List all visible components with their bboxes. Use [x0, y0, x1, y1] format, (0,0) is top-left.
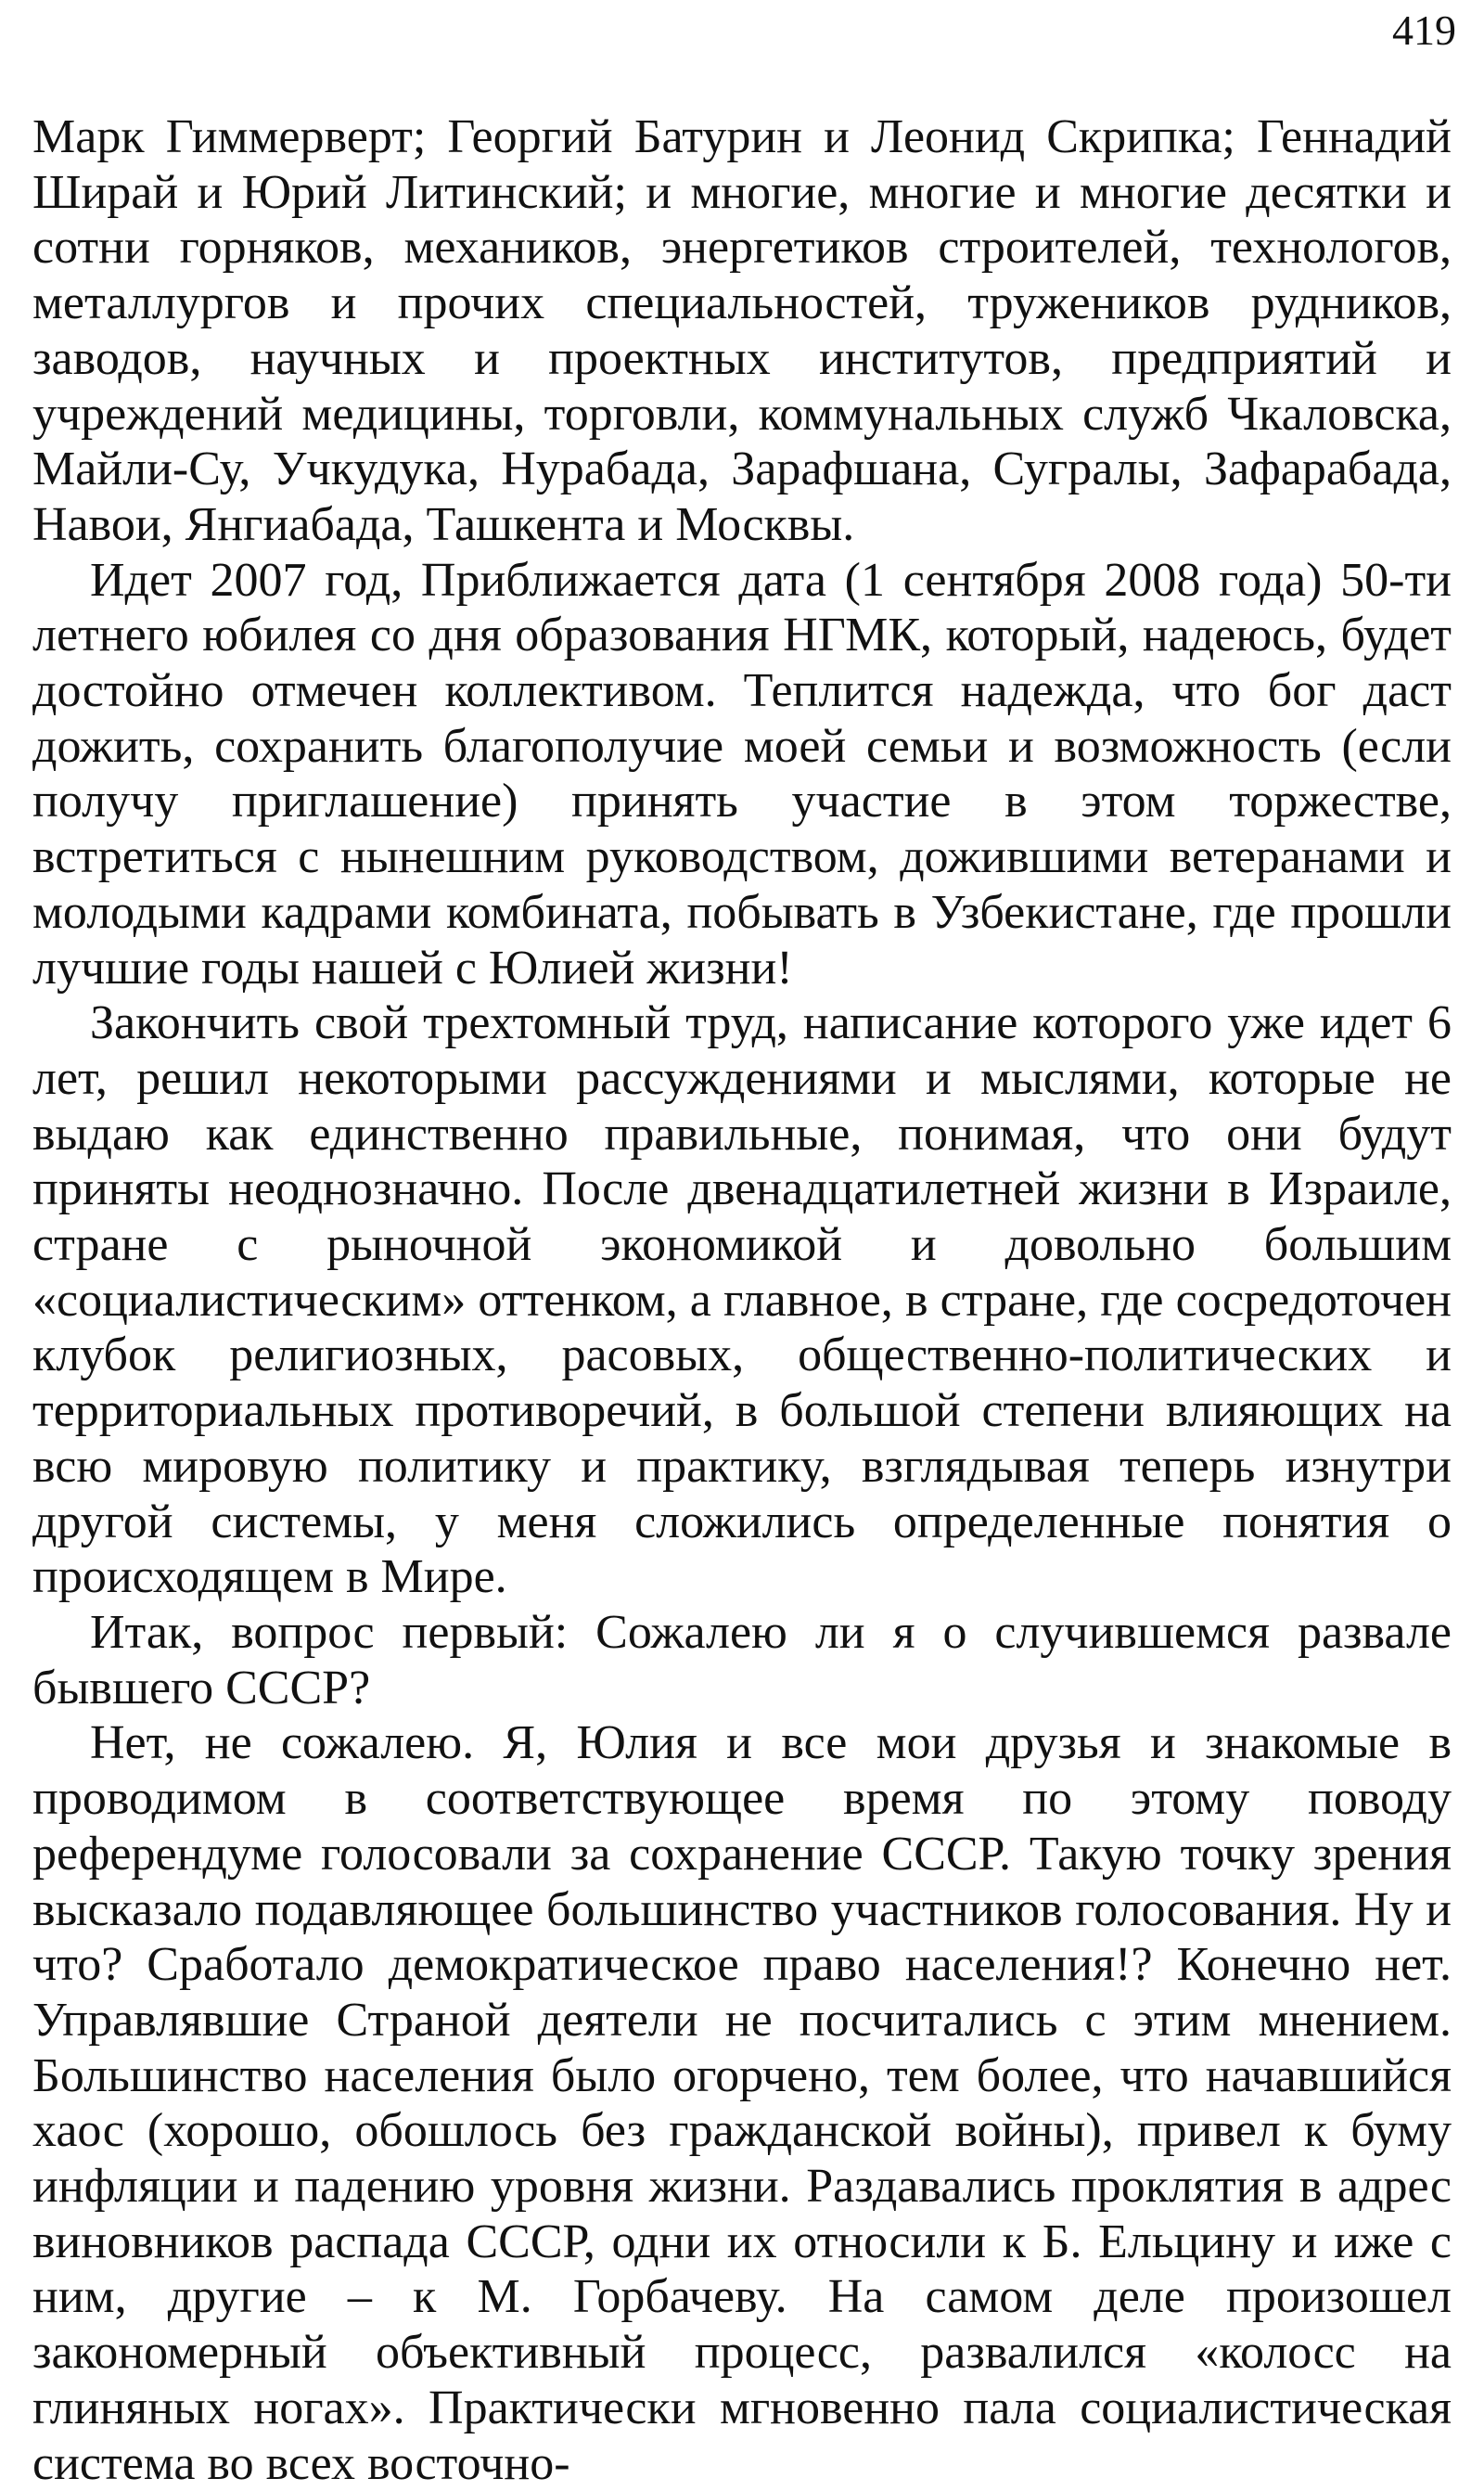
- paragraph-5: Нет, не сожалею. Я, Юлия и все мои друзья и знакомые в проводимом в соответствующее время по этому поводу референдуме голосовали за сохранение СССР. Такую точку зрения высказало подавляющее большинство участников голосования. Ну и что? Сработало демократическое право населения!? Конечно нет. Управлявшие Страной деятели не посчитались с этим мнением. Большинство населения было огорчено, тем более, что начавшийся хаос (хорошо, обошлось без гражданской войны), привел к буму инфляции и падению уровня жизни. Раздавались проклятия в адрес виновников распада СССР, одни их относили к Б. Ельцину и иже с ним, другие – к М. Горбачеву. На самом деле произошел закономерный объективный процесс, развалился «колосс на глиняных ногах». Практически мгновенно пала социалистическая система во всех восточно-: [32, 1716, 1452, 2490]
- paragraph-3: Закончить свой трехтомный труд, написание которого уже идет 6 лет, решил некоторыми рассуждениями и мыслями, которые не выдаю как единственно правильные, понимая, что они будут приняты неоднозначно. После двенадцатилетней жизни в Израиле, стране с рыночной экономикой и довольно большим «социалистическим» оттенком, а главное, в стране, где сосредоточен клубок религиозных, расовых, общественно-политических и территориальных противоречий, в большой степени влияющих на всю мировую политику и практику, взглядывая теперь изнутри другой системы, у меня сложились определенные понятия о происходящем в Мире.: [32, 996, 1452, 1604]
- page-number: 419: [1392, 6, 1456, 54]
- paragraph-1: Марк Гиммерверт; Георгий Батурин и Леонид Скрипка; Геннадий Ширай и Юрий Литинский; и многие, многие и многие десятки и сотни горняков, механиков, энергетиков строителей, технологов, металлургов и прочих специальностей, тружеников рудников, заводов, научных и проектных институтов, предприятий и учреждений медицины, торговли, коммунальных служб Чкаловска, Майли-Су, Учкудука, Нурабада, Зарафшана, Сугралы, Зафарабада, Навои, Янгиабада, Ташкента и Москвы.: [32, 110, 1452, 551]
- paragraph-4: Итак, вопрос первый: Сожалею ли я о случившемся развале бывшего СССР?: [32, 1605, 1452, 1714]
- paragraph-2: Идет 2007 год, Приближается дата (1 сентября 2008 года) 50-ти летнего юбилея со дня образования НГМК, который, надеюсь, будет достойно отмечен коллективом. Теплится надежда, что бог даст дожить, сохранить благополучие моей семьи и возможность (если получу приглашение) принять участие в этом торжестве, встретиться с нынешним руководством, дожившими ветеранами и молодыми кадрами комбината, побывать в Узбекистане, где прошли лучшие годы нашей с Юлией жизни!: [32, 553, 1452, 995]
- body-text: [32, 109, 1452, 2491]
